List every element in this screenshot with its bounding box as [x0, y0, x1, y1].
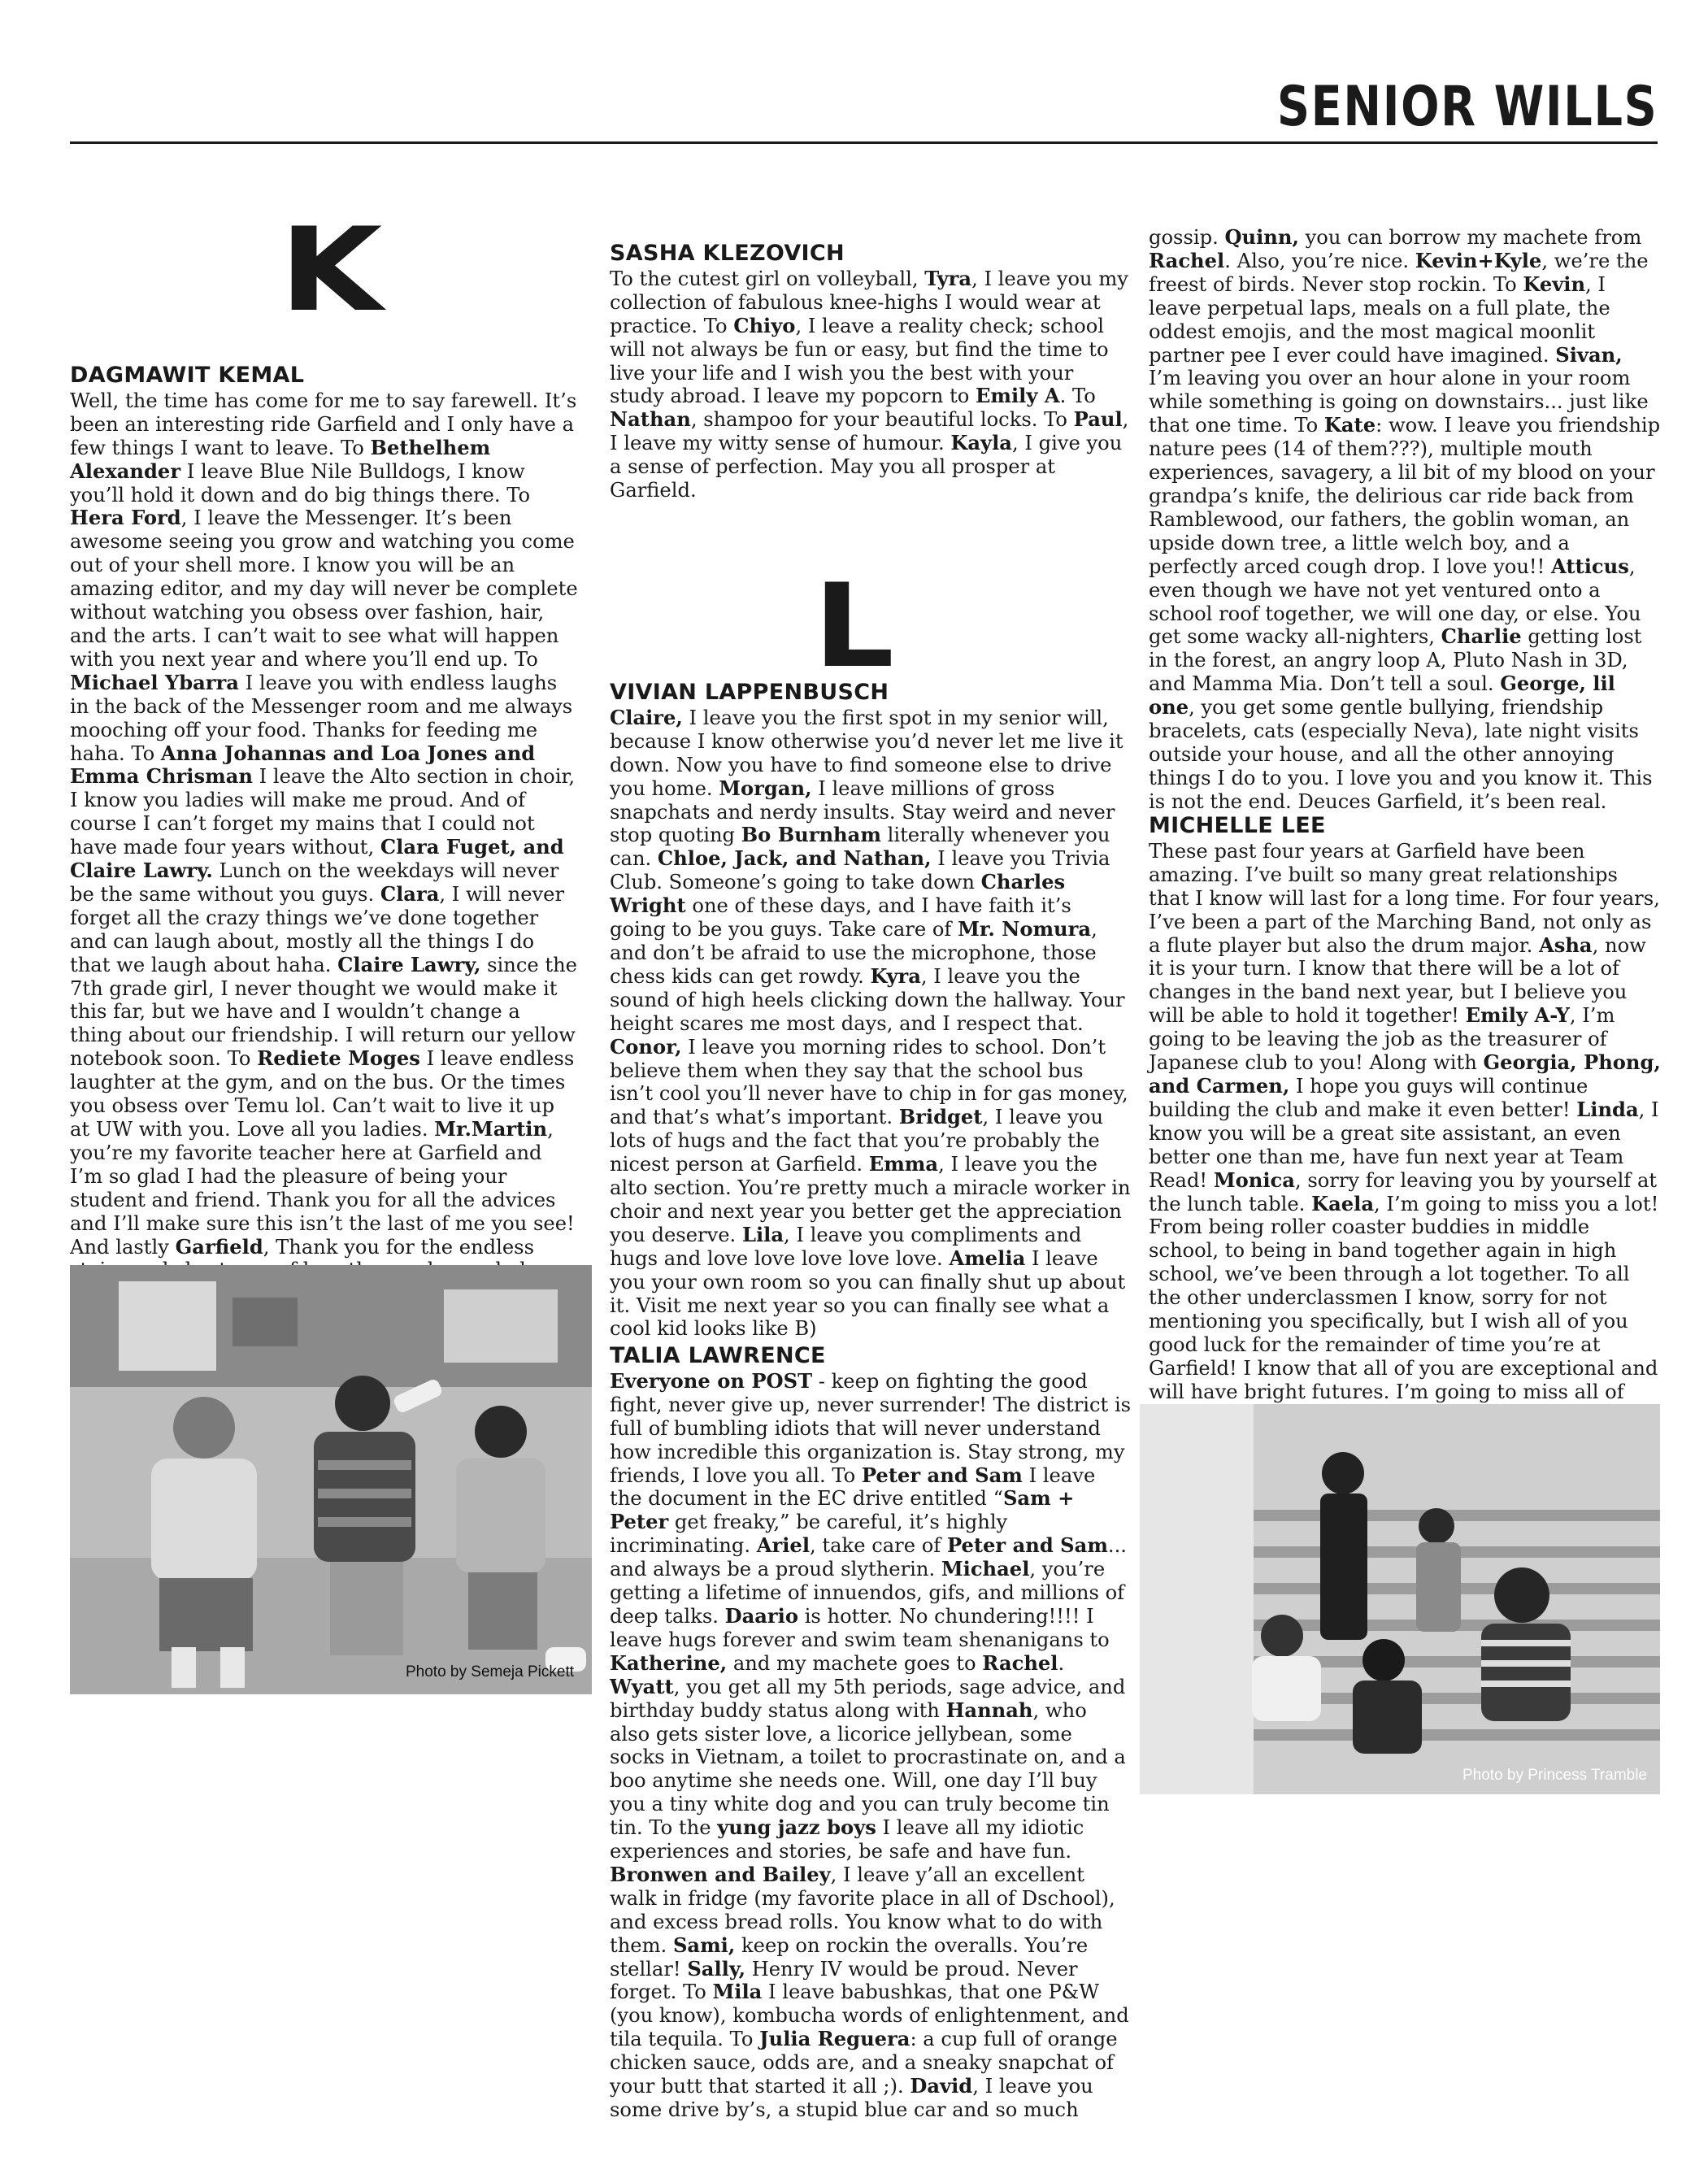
recipient-name: Lila [741, 1222, 784, 1246]
photo-caption: Photo by Semeja Pickett [406, 1663, 574, 1681]
recipient-name: Morgan, [719, 776, 812, 800]
recipient-name: Charlie [1441, 624, 1522, 649]
recipient-name: David [910, 2074, 973, 2098]
recipient-name: Emily A-Y [1465, 1003, 1570, 1028]
will-text: gossip. Quinn, you can borrow my machete from Rachel. Also, you’re nice. Kevin+Kyle, we’re the freest of birds. Never stop rockin. To Kevin, I leave perpetual laps, meals on a full plate, the oddest emojis, and the most magical moonlit partner pee I ever could have imagined. Sivan, I’m leaving you over an hour alone in your room while something is going on downstairs... just like that one time. To Kate: wow. I leave you friendship nature pees (14 of them???), multiple mouth experiences, savagery, a lil bit of my blood on your grandpa’s knife, the delirious car ride back from Ramblewood, our fathers, the goblin woman, an upside down tree, a little welch boy, and a perfectly arced cough drop. I love you!! Atticus, even though we have not yet ventured onto a school roof together, we will one day, or else. You get some wacky all-nighters, Charlie getting lost in the forest, an angry loop A, Pluto Nash in 3D, and Mamma Mia. Don’t tell a soul. George, lil one, you get some gentle bullying, friendship bracelets, cats (especially Neva), late night visits outside your house, and all the other annoying things I do to you. I love you and you know it. This is not the end. Deuces Garfield, it’s been real. [1149, 225, 1661, 813]
senior-name: TALIA LAWRENCE [610, 1343, 826, 1368]
recipient-name: Clara [380, 881, 440, 906]
senior-name: DAGMAWIT KEMAL [70, 363, 305, 388]
page-title: SENIOR WILLS [1276, 75, 1658, 139]
recipient-name: George, lil one [1149, 672, 1615, 720]
will-dagmawit-kemal [70, 364, 578, 1329]
header-rule [70, 141, 1658, 144]
recipient-name: Peter and Sam [861, 1463, 1023, 1487]
recipient-name: Hannah [945, 1698, 1033, 1722]
recipient-name: Charles Wright [610, 870, 1066, 918]
will-talia-lawrence-continued [1149, 226, 1661, 814]
recipient-name: Sami, [672, 1933, 736, 1957]
recipient-name: Monica [1213, 1167, 1295, 1192]
recipient-name: Mr.Martin [434, 1117, 548, 1141]
recipient-name: Amelia [949, 1246, 1026, 1270]
senior-name: MICHELLE LEE [1149, 813, 1326, 838]
recipient-name: Clara Fuget, and Claire Lawry. [70, 835, 564, 883]
recipient-name: Everyone on POST [610, 1368, 813, 1393]
recipient-name: Nathan [610, 407, 691, 432]
will-michelle-lee [1149, 815, 1661, 1428]
recipient-name: Ariel [756, 1533, 811, 1558]
recipient-name: Michael [941, 1557, 1030, 1581]
recipient-name: Quinn, [1224, 225, 1299, 249]
will-vivian-lappenbusch [610, 681, 1132, 1341]
recipient-name: Mr. Nomura [958, 917, 1092, 941]
recipient-name: Bridget [898, 1105, 983, 1129]
recipient-name: Chiyo [733, 313, 796, 337]
recipient-name: Wyatt [610, 1674, 674, 1698]
recipient-name: Sam + Peter [610, 1486, 1075, 1534]
recipient-name: Garfield [175, 1234, 263, 1259]
recipient-name: Anna Johannas and Loa Jones and Emma Chrisman [70, 741, 536, 789]
recipient-name: Claire, [610, 705, 683, 729]
recipient-name: Michael Ybarra [70, 670, 239, 694]
senior-name: VIVIAN LAPPENBUSCH [610, 680, 889, 705]
recipient-name: Julia Reguera [759, 2027, 910, 2051]
recipient-name: Katherine, [610, 1650, 728, 1675]
recipient-name: Emily A [975, 384, 1060, 408]
recipient-name: Kevin+Kyle [1415, 248, 1542, 272]
recipient-name: Kayla [950, 431, 1012, 455]
recipient-name: Bethelhem Alexander [70, 435, 491, 483]
recipient-name: yung jazz boys [717, 1815, 876, 1840]
will-talia-lawrence [610, 1345, 1132, 2122]
recipient-name: Bronwen and Bailey [610, 1862, 831, 1886]
will-sasha-klezovich [610, 242, 1132, 502]
will-text: Everyone on POST - keep on fighting the good fight, never give up, never surrender! The district is full of bumbling idiots that will never understand how incredible this organization is. Stay strong, my friends, I love you all. To Peter and Sam I leave the document in the EC drive entitled “Sam + Peter get freaky,” be careful, it’s highly incriminating. Ariel, take care of Peter and Sam... and always be a proud slytherin. Michael, you’re getting a lifetime of innuendos, gifs, and millions of deep talks. Daario is hotter. No chundering!!!! I leave hugs forever and swim team shenanigans to Katherine, and my machete goes to Rachel. Wyatt, you get all my 5th periods, sage advice, and birthday buddy status along with Hannah, who also gets sister love, a licorice jellybean, some socks in Vietnam, a toilet to procrastinate on, and a boo anytime she needs one. Will, one day I’ll buy you a tiny white dog and you can truly become tin tin. To the yung jazz boys I leave all my idiotic experiences and stories, be safe and have fun. Bronwen and Bailey, I leave y’all an excellent walk in fridge (my favorite place in all of Dschool), and excess bread rolls. You know what to do with them. Sami, keep on rockin the overalls. You’re stellar! Sally, Henry IV would be proud. Never forget. To Mila I leave babushkas, that one P&W (you know), kombucha words of enlightenment, and tila tequila. To Julia Reguera: a cup full of orange chicken sauce, odds are, and a sneaky snapchat of your butt that started it all ;). David, I leave you some drive by’s, a stupid blue car and so much [610, 1368, 1132, 2121]
recipient-name: Sally, [687, 1956, 745, 1981]
recipient-name: Linda [1576, 1097, 1639, 1121]
recipient-name: Rachel [982, 1650, 1058, 1675]
senior-name: SASHA KLEZOVICH [610, 241, 845, 266]
recipient-name: Paul [1073, 407, 1123, 432]
photo-three-students [70, 1265, 592, 1694]
recipient-name: Kate [1323, 413, 1376, 437]
will-text: These past four years at Garfield have been amazing. I’ve built so many great relationships that I know will last for a long time. For four years, I’ve been a part of the Marching Band, not only as a flute player but also the drum major. Asha, now it is your turn. I know that there will be a lot of changes in the band next year, but I believe you will be able to hold it together! Emily A-Y, I’m going to be leaving the job as the treasurer of Japanese club to you! Along with Georgia, Phong, and Carmen, I hope you guys will continue building the club and make it even better! Linda, I know you will be a great site assistant, an even better one than me, have fun next year at Team Read! Monica, sorry for leaving you by yourself at the lunch table. Kaela, I’m going to miss you a lot! From being roller coaster buddies in middle school, to being in band together again in high school, we’ve been through a lot together. To all the other underclassmen I know, sorry for not mentioning you specifically, but I wish all of you good luck for the remainder of time you’re at Garfield! I know that all of you are exceptional and will have bright futures. I’m going to miss all of [1149, 839, 1661, 1403]
recipient-name: Kevin [1523, 272, 1586, 296]
photo-five-students-stairs [1140, 1404, 1660, 1794]
recipient-name: Daario [724, 1603, 798, 1628]
recipient-name: Atticus [1551, 554, 1629, 578]
will-text: Claire, I leave you the first spot in my senior will, because I know otherwise you’d never let me live it down. Now you have to find someone else to drive you home. Morgan, I leave millions of gross snapchats and nerdy insults. Stay weird and never stop quoting Bo Burnham literally whenever you can. Chloe, Jack, and Nathan, I leave you Trivia Club. Someone’s going to take down Charles Wright one of these days, and I have faith it’s going to be you guys. Take care of Mr. Nomura, and don’t be afraid to use the microphone, those chess kids can get rowdy. Kyra, I leave you the sound of high heels clicking down the hallway. Your height scares me most days, and I respect that. Conor, I leave you morning rides to school. Don’t believe them when they say that the school bus isn’t cool you’ll never have to chip in for gas money, and that’s what’s important. Bridget, I leave you lots of hugs and the fact that you’re probably the nicest person at Garfield. Emma, I leave you the alto section. You’re pretty much a miracle worker in choir and next year you better get the appreciation you deserve. Lila, I leave you compliments and hugs and love love love love love. Amelia I leave you your own room so you can finally shut up about it. Visit me next year so you can finally see what a cool kid looks like B) [610, 705, 1131, 1341]
recipient-name: Emma [868, 1152, 939, 1176]
recipient-name: Peter and Sam [946, 1533, 1108, 1558]
recipient-name: Chloe, Jack, and Nathan, [657, 846, 932, 871]
recipient-name: Claire Lawry, [337, 952, 481, 976]
will-text: To the cutest girl on volleyball, Tyra, I leave you my collection of fabulous knee-highs I would wear at practice. To Chiyo, I leave a reality check; school will not always be fun or easy, but find the time to live your life and I wish you the best with your study abroad. I leave my popcorn to Emily A. To Nathan, shampoo for your beautiful locks. To Paul, I leave my witty sense of humour. Kayla, I give you a sense of perfection. May you all prosper at Garfield. [610, 266, 1129, 502]
will-text: Well, the time has come for me to say farewell. It’s been an interesting ride Garfield and I only have a few things I want to leave. To Bethelhem Alexander I leave Blue Nile Bulldogs, I know you’ll hold it down and do big things there. To Hera Ford, I leave the Messenger. It’s been awesome seeing you grow and watching you come out of your shell more. I know you will be an amazing editor, and my day will never be complete without watching you obsess over fashion, hair, and the arts. I can’t wait to see what will happen with you next year and where you’ll end up. To Michael Ybarra I leave you with endless laughs in the back of the Messenger room and me always mooching off your food. Thanks for feeding me haha. To Anna Johannas and Loa Jones and Emma Chrisman I leave the Alto section in choir, I know you ladies will make me proud. And of course I can’t forget my mains that I could not have made four years without, Clara Fuget, and Claire Lawry. Lunch on the weekdays will never be the same without you guys. Clara, I will never forget all the crazy things we’ve done together and can laugh about, mostly all the things I do that we laugh about haha. Claire Lawry, since the 7th grade girl, I never thought we would make it this far, but we have and I wouldn’t change a thing about our friendship. I will return our yellow notebook soon. To Rediete Moges I leave endless laughter at the gym, and on the bus. Or the times you obsess over Temu lol. Can’t wait to live it up at UW with you. Love all you ladies. Mr.Martin, you’re my favorite teacher here at Garfield and I’m so glad I had the pleasure of being your student and friend. Thank you for all the advices and I’ll make sure this isn’t the last of me you see! And lastly Garfield, Thank you for the endless [70, 389, 578, 1259]
recipient-name: Mila [712, 1980, 763, 2004]
recipient-name: Georgia, Phong, and Carmen, [1149, 1050, 1661, 1098]
section-letter-l: L [813, 559, 895, 694]
recipient-name: Rachel [1149, 248, 1225, 272]
recipient-name: Hera Ford [70, 506, 181, 530]
photo-caption: Photo by Princess Tramble [1462, 1767, 1647, 1784]
recipient-name: Tyra [924, 266, 972, 290]
recipient-name: Conor, [610, 1034, 682, 1059]
recipient-name: Kyra [870, 963, 921, 988]
recipient-name: Sivan, [1555, 342, 1623, 367]
recipient-name: Asha [1538, 933, 1593, 957]
recipient-name: Kaela [1311, 1191, 1375, 1215]
section-letter-k: K [279, 203, 383, 337]
recipient-name: Rediete Moges [257, 1046, 420, 1071]
recipient-name: Bo Burnham [741, 823, 881, 847]
